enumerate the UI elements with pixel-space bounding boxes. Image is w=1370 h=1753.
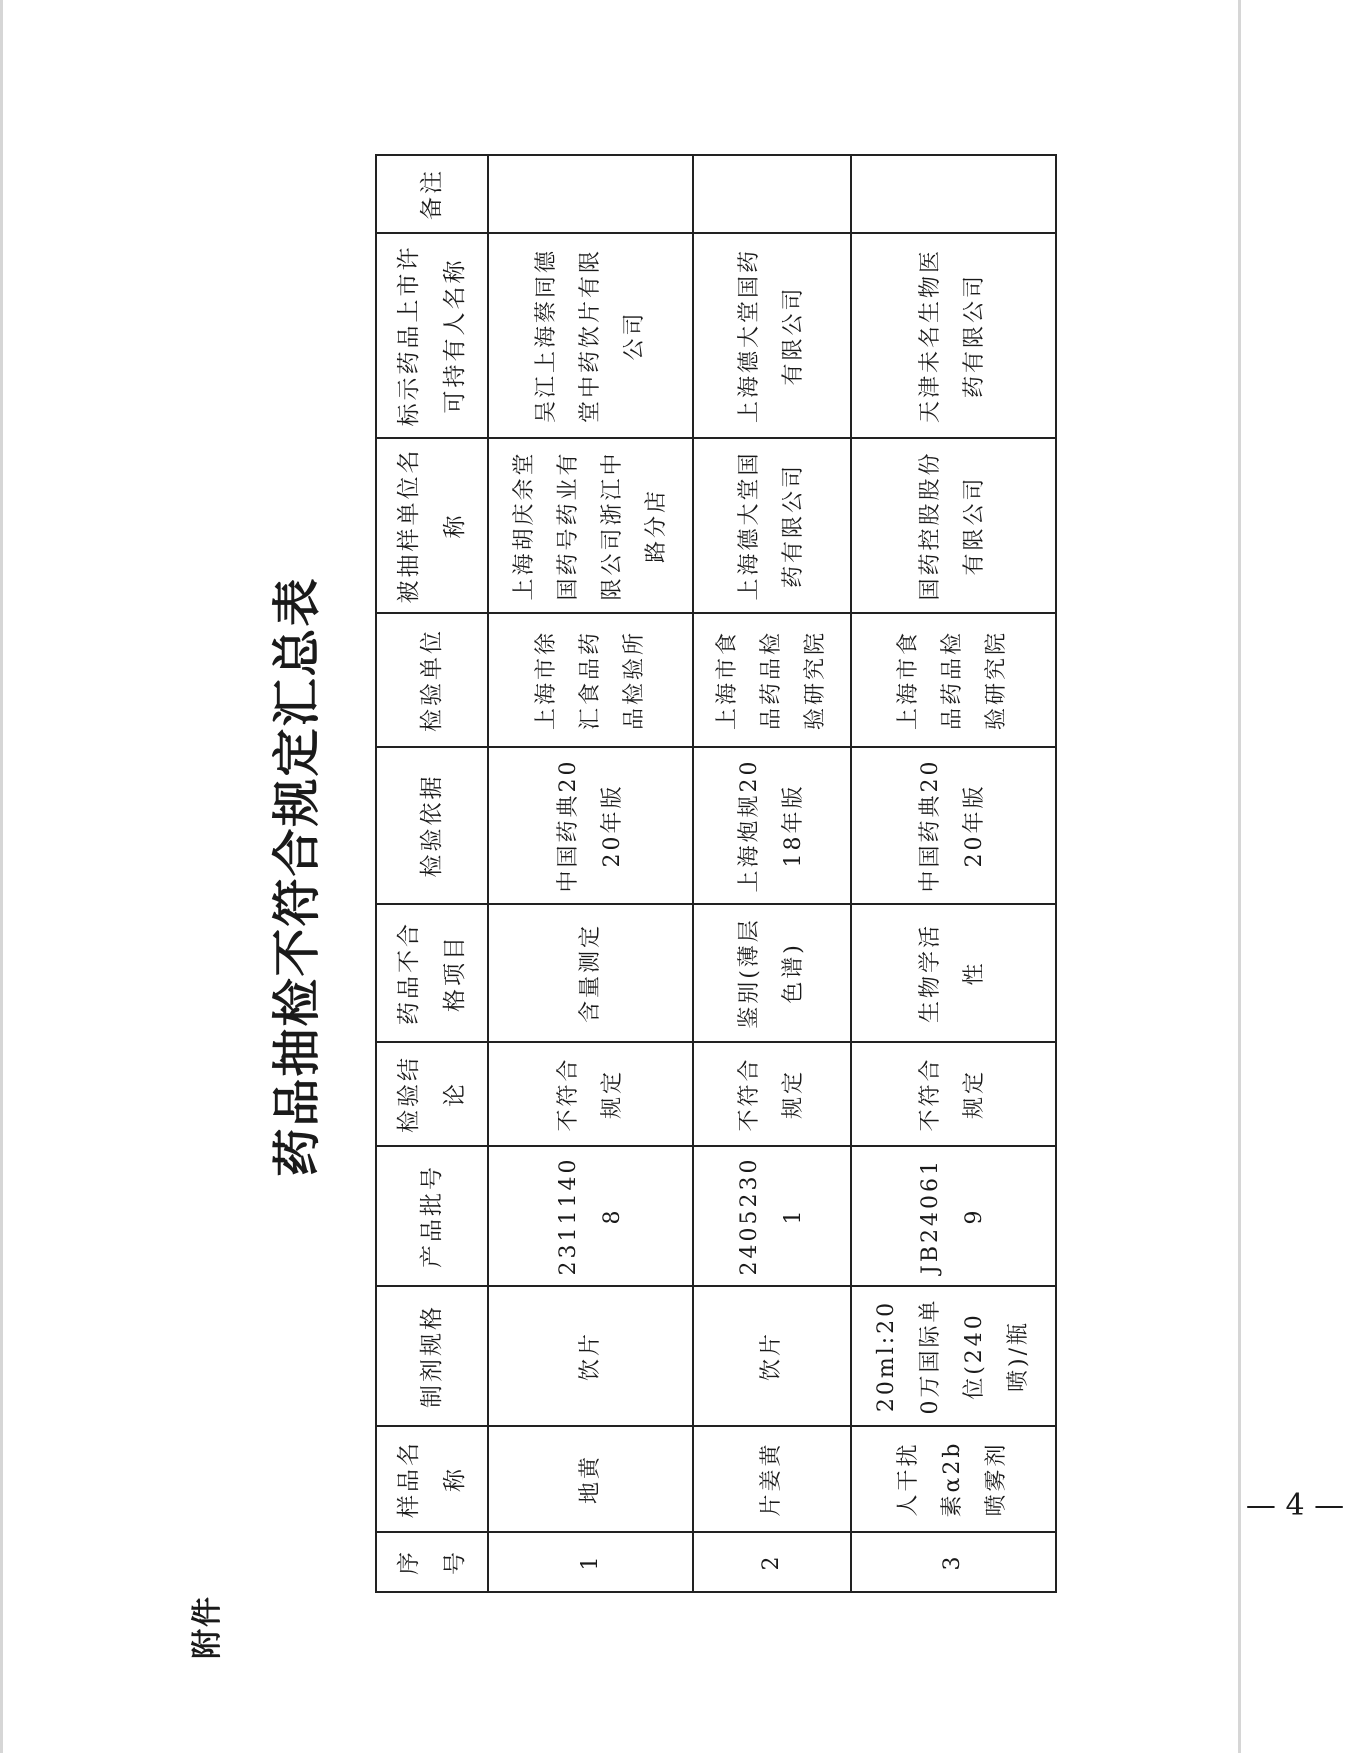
cell-name: 地黄 bbox=[488, 1426, 693, 1532]
cell-failed-item: 含量测定 bbox=[488, 904, 693, 1042]
document-title: 药品抽检不符合规定汇总表 bbox=[269, 576, 325, 1177]
cell-batch: 23111408 bbox=[488, 1146, 693, 1286]
table-header-row bbox=[376, 155, 488, 1592]
summary-table bbox=[375, 154, 1057, 1593]
cell-sampled-unit: 上海德大堂国药有限公司 bbox=[693, 438, 851, 613]
cell-spec: 饮片 bbox=[693, 1286, 851, 1426]
cell-spec: 饮片 bbox=[488, 1286, 693, 1426]
header-cell: 被抽样单位名称 bbox=[376, 438, 488, 613]
cell-holder: 吴江上海蔡同德堂中药饮片有限公司 bbox=[488, 233, 693, 438]
header-cell: 药品不合格项目 bbox=[376, 904, 488, 1042]
cell-batch: JB240619 bbox=[851, 1146, 1056, 1286]
header-cell: 检验结论 bbox=[376, 1042, 488, 1146]
table-row bbox=[488, 155, 693, 1592]
cell-remark bbox=[488, 155, 693, 233]
cell-failed-item: 鉴别(薄层色谱) bbox=[693, 904, 851, 1042]
cell-no: 3 bbox=[851, 1532, 1056, 1592]
cell-failed-item: 生物学活性 bbox=[851, 904, 1056, 1042]
cell-remark bbox=[693, 155, 851, 233]
cell-remark bbox=[851, 155, 1056, 233]
cell-lab: 上海市食品药品检验研究院 bbox=[851, 613, 1056, 747]
header-cell: 样品名称 bbox=[376, 1426, 488, 1532]
cell-no: 1 bbox=[488, 1532, 693, 1592]
cell-basis: 中国药典2020年版 bbox=[488, 747, 693, 904]
header-cell: 备注 bbox=[376, 155, 488, 233]
header-cell: 产品批号 bbox=[376, 1146, 488, 1286]
attachment-label: 附件 bbox=[190, 1595, 225, 1659]
header-cell: 制剂规格 bbox=[376, 1286, 488, 1426]
cell-batch: 24052301 bbox=[693, 1146, 851, 1286]
cell-lab: 上海市徐汇食品药品检验所 bbox=[488, 613, 693, 747]
cell-no: 2 bbox=[693, 1532, 851, 1592]
cell-name: 人干扰素α2b喷雾剂 bbox=[851, 1426, 1056, 1532]
header-cell: 检验单位 bbox=[376, 613, 488, 747]
cell-name: 片姜黄 bbox=[693, 1426, 851, 1532]
cell-lab: 上海市食品药品检验研究院 bbox=[693, 613, 851, 747]
cell-sampled-unit: 国药控股股份有限公司 bbox=[851, 438, 1056, 613]
cell-conclusion: 不符合规定 bbox=[693, 1042, 851, 1146]
table-row bbox=[851, 155, 1056, 1592]
cell-spec: 20ml:200万国际单位(240喷)/瓶 bbox=[851, 1286, 1056, 1426]
table-row bbox=[693, 155, 851, 1592]
header-cell: 序号 bbox=[376, 1532, 488, 1592]
cell-holder: 上海德大堂国药有限公司 bbox=[693, 233, 851, 438]
cell-conclusion: 不符合规定 bbox=[488, 1042, 693, 1146]
cell-holder: 天津未名生物医药有限公司 bbox=[851, 233, 1056, 438]
cell-sampled-unit: 上海胡庆余堂国药号药业有限公司浙江中路分店 bbox=[488, 438, 693, 613]
page-number: — 4 — bbox=[1245, 1488, 1345, 1523]
cell-basis: 上海炮规2018年版 bbox=[693, 747, 851, 904]
header-cell: 检验依据 bbox=[376, 747, 488, 904]
cell-basis: 中国药典2020年版 bbox=[851, 747, 1056, 904]
cell-conclusion: 不符合规定 bbox=[851, 1042, 1056, 1146]
header-cell: 标示药品上市许可持有人名称 bbox=[376, 233, 488, 438]
